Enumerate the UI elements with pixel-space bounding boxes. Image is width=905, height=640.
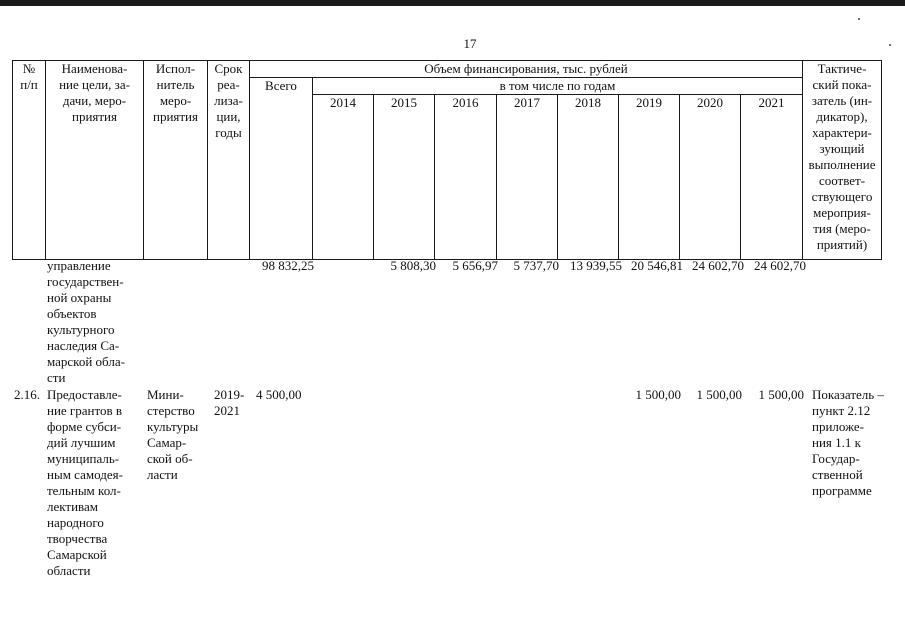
row-year-value: 5 656,97	[452, 258, 498, 273]
row-total: 98 832,25	[262, 258, 314, 273]
header-year: 2021	[741, 95, 803, 260]
header-year: 2019	[619, 95, 680, 260]
row-indicator: Показатель – пункт 2.12 приложе- ния 1.1 к Государ- ственной программе	[812, 387, 884, 498]
row-executor: Мини- стерство культуры Самар- ской об- ласти	[147, 387, 199, 482]
row-year-value: 24 602,70	[692, 258, 744, 273]
row-num: 2.16.	[14, 387, 40, 402]
row-year-value: 24 602,70	[754, 258, 806, 273]
row-year-value: 5 737,70	[513, 258, 559, 273]
header-year: 2018	[558, 95, 619, 260]
header-executor: Испол- нитель меро- приятия	[144, 61, 208, 260]
funding-table-header	[12, 60, 882, 260]
scan-speck	[889, 44, 891, 46]
header-year: 2015	[374, 95, 435, 260]
page-number: 17	[463, 36, 477, 51]
header-total: Всего	[250, 78, 313, 260]
scan-top-edge	[0, 0, 905, 6]
header-period: Срок реа- лиза- ции, годы	[208, 61, 250, 260]
row-year-value: 20 546,81	[631, 258, 683, 273]
row-total: 4 500,00	[256, 387, 302, 402]
row-period: 2019- 2021	[214, 387, 245, 418]
header-year: 2017	[497, 95, 558, 260]
row-name: Предоставле- ние грантов в форме субси- дий лучшим муниципаль- ным самодея- тельным кол- лективам народного творчества Самарской области	[47, 387, 123, 578]
header-indicator: Тактиче- ский пока- затель (ин- дикатор), характери- зующий выполнение соответ- ствующего мероприя- тия (меро- приятий)	[803, 61, 882, 260]
header-by-years: в том числе по годам	[313, 78, 803, 95]
row-year-value: 5 808,30	[390, 258, 436, 273]
row-year-value: 13 939,55	[570, 258, 622, 273]
header-funding: Объем финансирования, тыс. рублей	[250, 61, 803, 78]
header-year: 2014	[313, 95, 374, 260]
row-year-value: 1 500,00	[758, 387, 804, 402]
header-year: 2016	[435, 95, 497, 260]
header-name: Наименова- ние цели, за- дачи, меро- приятия	[46, 61, 144, 260]
scan-speck	[858, 18, 860, 20]
row-year-value: 1 500,00	[696, 387, 742, 402]
row-name: управление государствен- ной охраны объектов культурного наследия Са- марской обла- сти	[47, 258, 125, 385]
header-num: № п/п	[13, 61, 46, 260]
row-year-value: 1 500,00	[635, 387, 681, 402]
header-year: 2020	[680, 95, 741, 260]
